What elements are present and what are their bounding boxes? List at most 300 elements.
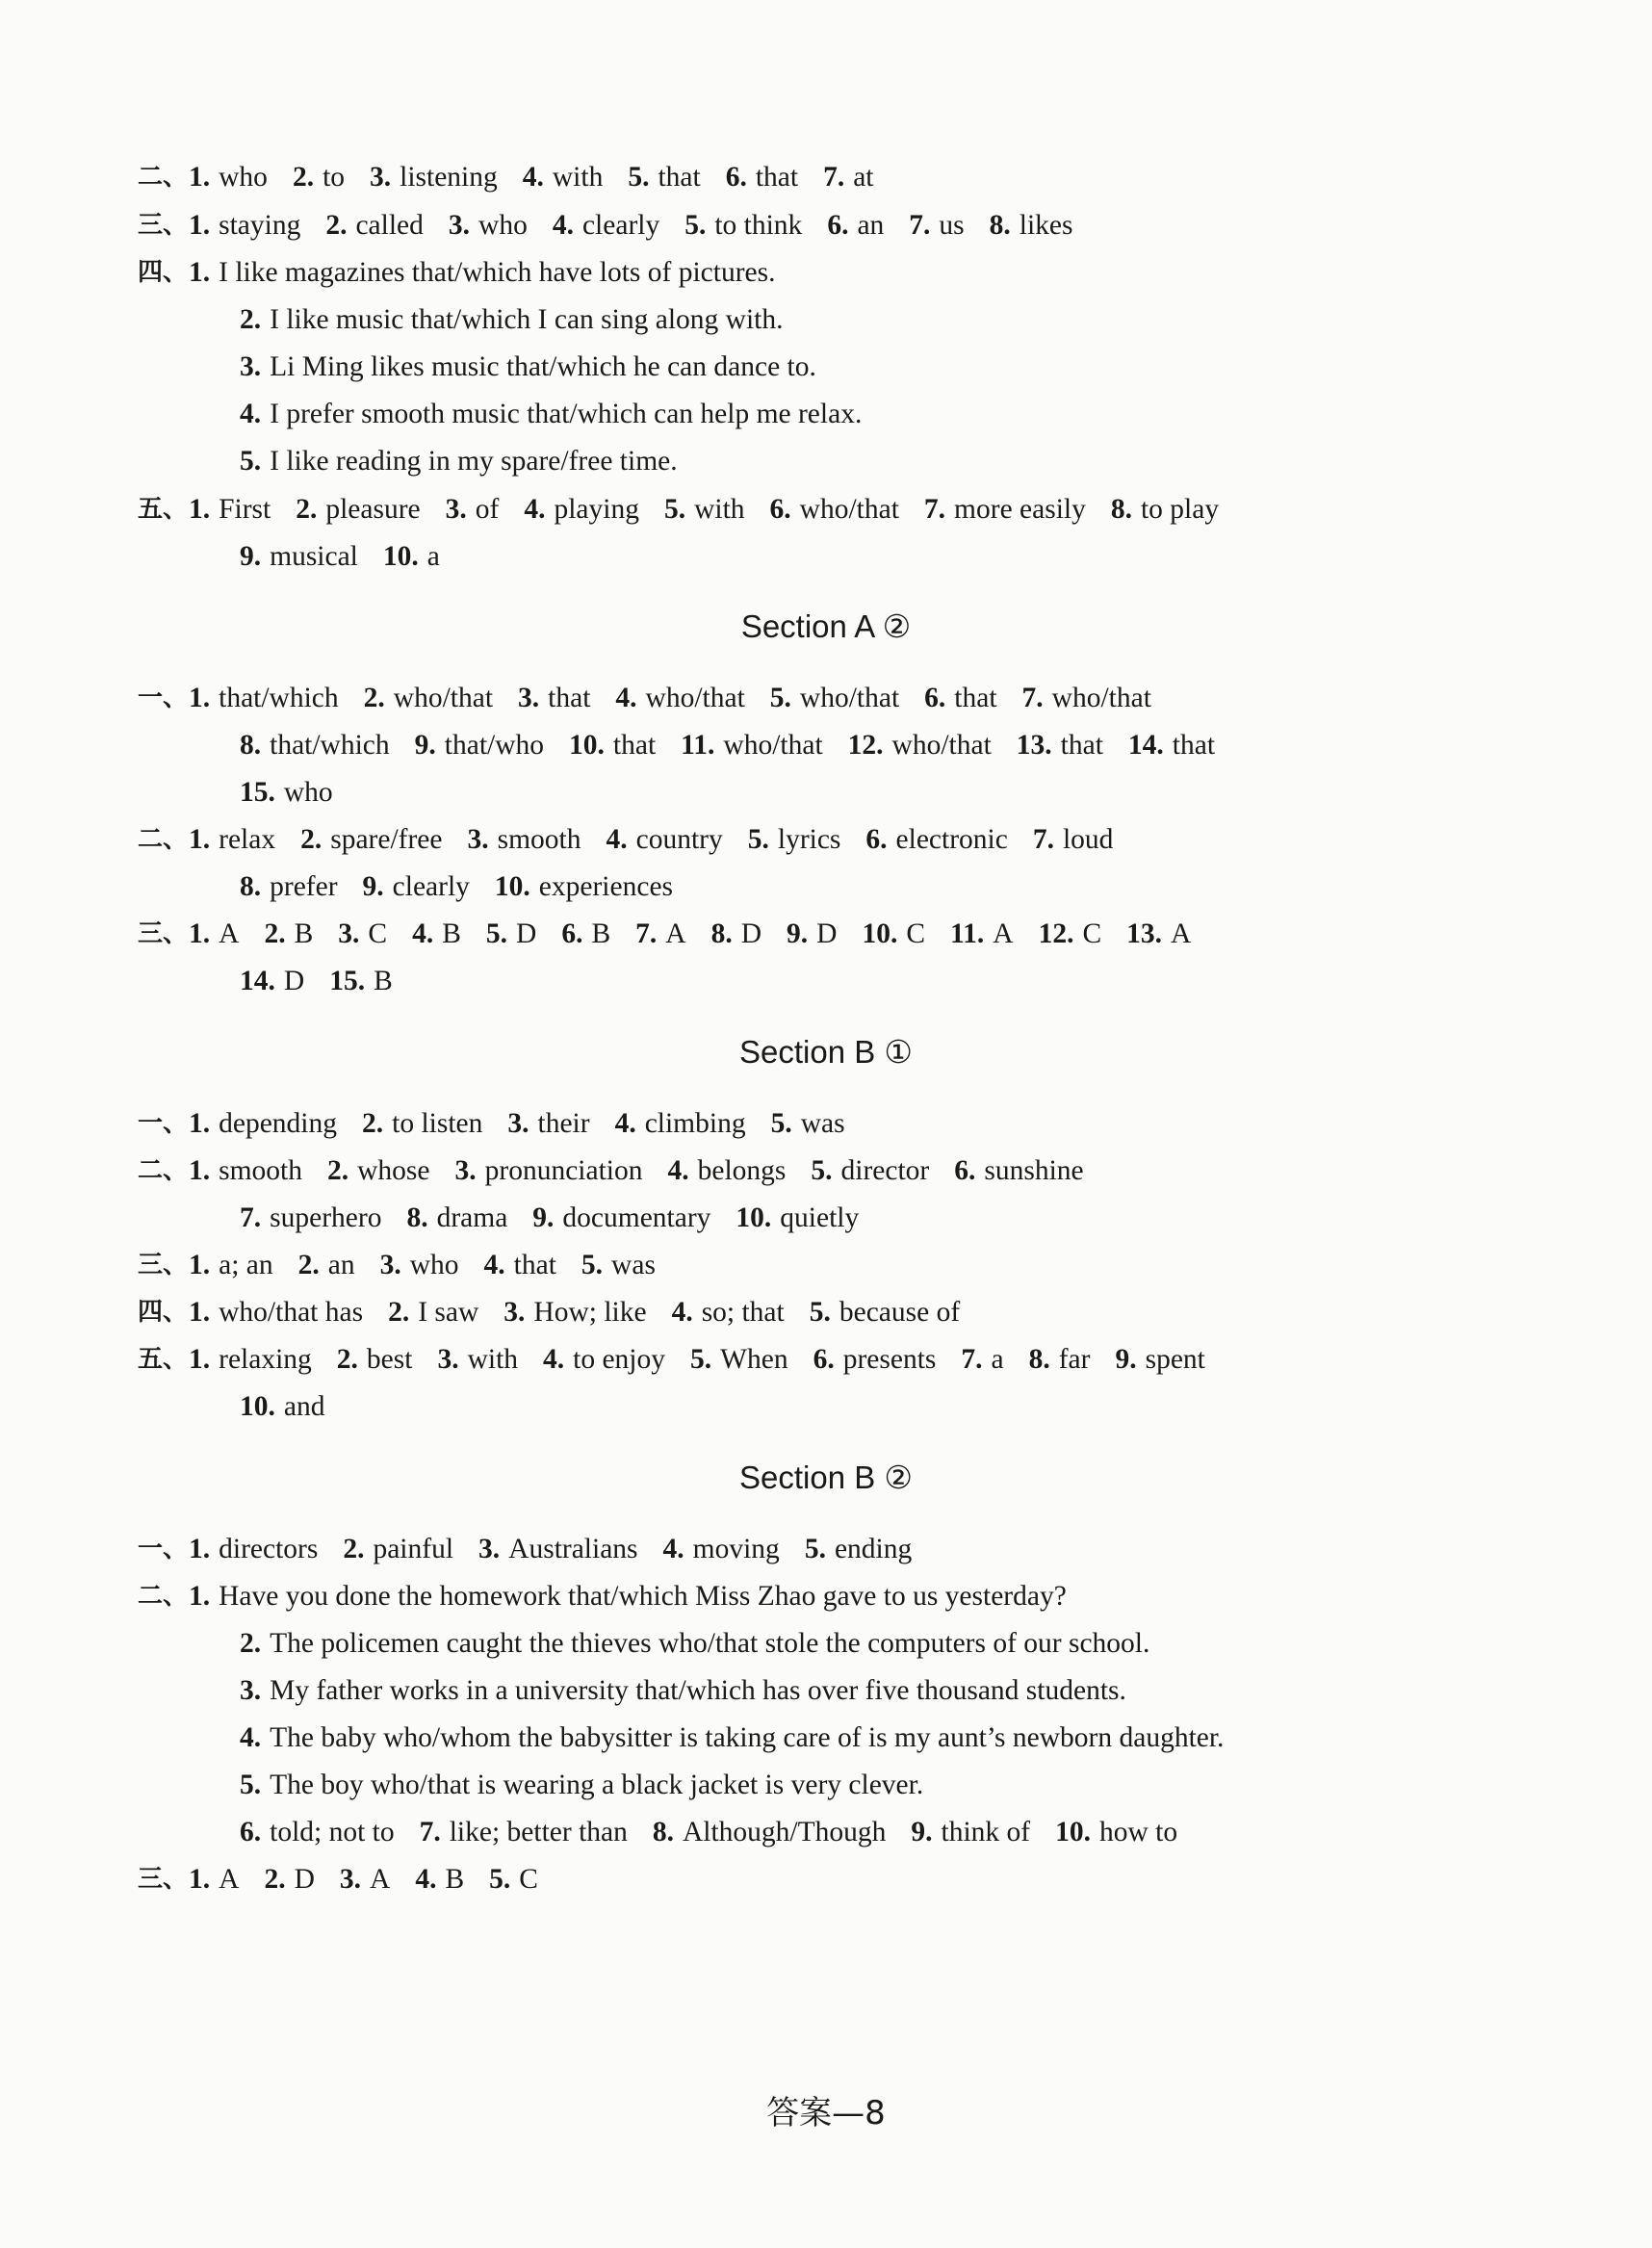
answer-item [484, 1242, 556, 1289]
answer-item [681, 722, 823, 769]
answer-text: ending [834, 1534, 913, 1564]
answer-number: 7. [1032, 824, 1054, 855]
answer-text: A [219, 918, 240, 949]
answer-line [240, 1195, 1517, 1242]
answer-item [524, 486, 639, 533]
answer-number: 5. [489, 1864, 511, 1895]
answer-item [950, 911, 1014, 958]
answer-text: at [853, 162, 874, 193]
answer-text: that [658, 162, 701, 193]
answer-text: C [1082, 918, 1102, 949]
answer-item [954, 1148, 1083, 1195]
answer-item [338, 911, 387, 958]
answer-text: staying [219, 210, 301, 241]
answer-text: that [513, 1250, 556, 1280]
answer-number: 2. [264, 918, 286, 949]
answer-text: that [548, 683, 591, 713]
question-group-label: 五、 [138, 1345, 189, 1374]
answer-number: 2. [363, 683, 385, 713]
answer-line [240, 769, 1517, 816]
answer-text: belongs [697, 1155, 787, 1186]
question-group-label: 二、 [138, 1156, 189, 1185]
question-group-label: 一、 [138, 1109, 189, 1138]
answer-line [138, 1148, 1517, 1195]
answer-line [138, 816, 1517, 864]
answer-number: 10. [1055, 1817, 1091, 1847]
answer-number: 5. [663, 494, 686, 525]
answer-number: 5. [770, 1108, 792, 1139]
answer-line [138, 202, 1517, 249]
answer-text: My father works in a university that/which has over five thousand students. [270, 1675, 1126, 1706]
answer-number: 5. [809, 1297, 831, 1328]
answer-number: 4. [615, 683, 637, 713]
answer-number: 1. [189, 1344, 211, 1375]
answer-number: 1. [189, 683, 211, 713]
answer-number: 2. [264, 1864, 286, 1895]
answer-text: pronunciation [484, 1155, 643, 1186]
answer-text: C [519, 1864, 538, 1895]
answer-number: 5. [747, 824, 769, 855]
answer-text: like; better than [449, 1817, 628, 1847]
answer-number: 10. [494, 871, 530, 902]
answer-number: 13. [1016, 730, 1052, 761]
answer-item [364, 675, 493, 722]
answer-item [189, 816, 275, 864]
answer-item [264, 911, 313, 958]
answer-line [138, 675, 1517, 722]
answer-item [380, 1242, 459, 1289]
answer-item [412, 911, 461, 958]
answer-item [813, 1336, 937, 1383]
answer-number: 7. [961, 1344, 983, 1375]
answer-line [138, 486, 1517, 533]
answer-item [1055, 1809, 1177, 1856]
answer-text: to [323, 162, 346, 193]
answer-text: that/which [270, 730, 390, 761]
answer-number: 7. [419, 1817, 441, 1847]
answer-item [240, 1383, 324, 1431]
answer-text: listening [400, 162, 498, 193]
answer-text: how to [1099, 1817, 1178, 1847]
answer-number: 2. [292, 162, 315, 193]
answer-text: First [219, 494, 271, 525]
answer-item [862, 911, 925, 958]
answer-number: 4. [614, 1108, 636, 1139]
answer-line [138, 1573, 1517, 1620]
answer-number: 5. [581, 1250, 604, 1280]
answer-text: B [445, 1864, 465, 1895]
answer-number: 5. [690, 1344, 712, 1375]
answer-text: that [1060, 730, 1103, 761]
answer-text: documentary [562, 1202, 711, 1233]
answer-item [1029, 1336, 1091, 1383]
answer-text: A [993, 918, 1014, 949]
answer-line [138, 911, 1517, 958]
answer-line [240, 958, 1517, 1005]
answer-number: 4. [671, 1297, 693, 1328]
answer-number: 6. [813, 1344, 835, 1375]
answer-number: 4. [662, 1534, 684, 1564]
answer-text: who [409, 1250, 459, 1280]
answer-item [532, 1195, 710, 1242]
answer-item [561, 911, 610, 958]
answer-text: who [219, 162, 268, 193]
answer-item [1033, 816, 1114, 864]
answer-number: 8. [710, 918, 733, 949]
answer-text: lyrics [777, 824, 841, 855]
answer-number: 1. [189, 1534, 211, 1564]
answer-item [189, 1100, 337, 1148]
answer-item [363, 864, 470, 911]
answer-item [240, 1667, 1126, 1715]
answer-number: 4. [483, 1250, 505, 1280]
answer-text: D [516, 918, 537, 949]
answer-number: 4. [606, 824, 628, 855]
answer-number: 12. [1038, 918, 1074, 949]
answer-number: 8. [1110, 494, 1132, 525]
answer-number: 8. [989, 210, 1011, 241]
question-group-label: 三、 [138, 1865, 189, 1894]
answer-item [189, 202, 300, 249]
answer-number: 10. [240, 1391, 275, 1422]
answer-text: who [478, 210, 528, 241]
answer-text: relaxing [219, 1344, 312, 1375]
answer-number: 6. [827, 210, 849, 241]
answer-item [383, 533, 440, 581]
answer-item [240, 344, 816, 391]
answer-text: to play [1140, 494, 1220, 525]
answer-line [240, 438, 1517, 485]
answer-text: sunshine [984, 1155, 1084, 1186]
answer-text: us [939, 210, 965, 241]
answer-number: 5. [485, 918, 507, 949]
answer-number: 10. [569, 730, 605, 761]
answer-number: 1. [189, 162, 211, 193]
answer-number: 4. [543, 1344, 565, 1375]
answer-number: 2. [240, 304, 262, 335]
answer-item [240, 533, 358, 581]
answer-line [240, 1620, 1517, 1667]
answer-text: who/that [645, 683, 745, 713]
answer-item [924, 486, 1086, 533]
answer-text: I saw [418, 1297, 479, 1328]
answer-number: 1. [189, 1108, 211, 1139]
answer-number: 3. [338, 918, 360, 949]
answer-number: 12. [847, 730, 884, 761]
answer-item [240, 958, 304, 1005]
answer-number: 1. [189, 494, 211, 525]
answer-line [138, 1100, 1517, 1148]
answer-number: 8. [240, 871, 262, 902]
section-heading: Section A ② [740, 608, 912, 644]
answer-number: 7. [635, 918, 658, 949]
answer-text: their [537, 1108, 590, 1139]
answer-text: B [591, 918, 611, 949]
answer-text: Li Ming likes music that/which he can dance to. [270, 351, 816, 382]
answer-item [811, 1148, 929, 1195]
answer-number: 11. [950, 918, 985, 949]
answer-number: 14. [240, 966, 275, 996]
answer-number: 5. [684, 210, 707, 241]
answer-number: 4. [524, 494, 546, 525]
answer-text: loud [1062, 824, 1114, 855]
answer-text: Have you done the homework that/which Miss Zhao gave to us yesterday? [219, 1581, 1067, 1612]
answer-item [455, 1148, 643, 1195]
answer-item [1126, 911, 1191, 958]
answer-item [468, 816, 581, 864]
answer-item [329, 958, 393, 1005]
answer-text: with [467, 1344, 519, 1375]
answer-number: 3. [478, 1534, 501, 1564]
answer-number: 9. [787, 918, 809, 949]
answer-text: depending [219, 1108, 338, 1139]
answer-number: 3. [507, 1108, 529, 1139]
answer-number: 7. [923, 494, 946, 525]
answer-number: 9. [240, 541, 262, 572]
answer-number: 6. [240, 1817, 262, 1847]
answer-number: 10. [862, 918, 898, 949]
answer-number: 3. [437, 1344, 459, 1375]
section-heading: Section B ② [738, 1460, 913, 1495]
answer-text: The baby who/whom the babysitter is taking care of is my aunt’s newborn daughter. [270, 1722, 1225, 1753]
answer-item [446, 486, 500, 533]
answer-item [748, 816, 841, 864]
answer-text: The policemen caught the thieves who/that stole the computers of our school. [270, 1628, 1150, 1659]
answer-item [672, 1289, 785, 1336]
answer-item [388, 1289, 478, 1336]
question-group-label: 三、 [138, 919, 189, 948]
answer-line [240, 864, 1517, 911]
answer-text: superhero [270, 1202, 382, 1233]
answer-text: that/who [444, 730, 545, 761]
answer-item [635, 911, 685, 958]
answer-number: 5. [804, 1534, 826, 1564]
answer-line [138, 1289, 1517, 1336]
answer-line [138, 249, 1517, 297]
answer-number: 1. [189, 1864, 211, 1895]
answer-item [189, 1289, 363, 1336]
answer-item [909, 202, 964, 249]
answer-item [495, 864, 673, 911]
answer-text: D [294, 1864, 315, 1895]
answer-line [240, 297, 1517, 344]
answer-text: D [816, 918, 838, 949]
answer-item [437, 1336, 518, 1383]
answer-text: called [355, 210, 424, 241]
answer-number: 5. [811, 1155, 833, 1186]
answer-item [189, 1148, 302, 1195]
answer-text: spare/free [330, 824, 443, 855]
answer-text: How; like [533, 1297, 647, 1328]
answer-item [653, 1809, 887, 1856]
answer-item [911, 1809, 1030, 1856]
answer-item [293, 154, 345, 201]
answer-text: B [374, 966, 393, 996]
answer-text: The boy who/that is wearing a black jacket is very clever. [270, 1770, 924, 1800]
answer-number: 1. [189, 1155, 211, 1186]
question-group-label: 五、 [138, 495, 189, 524]
answer-number: 1. [189, 918, 211, 949]
answer-text: country [635, 824, 723, 855]
answer-number: 7. [240, 1202, 262, 1233]
answer-number: 3. [467, 824, 489, 855]
answer-item [189, 486, 271, 533]
answer-number: 2. [297, 1250, 320, 1280]
answer-item [240, 769, 333, 816]
answer-item [736, 1195, 859, 1242]
answer-text: with [552, 162, 604, 193]
answer-text: I like music that/which I can sing along with. [270, 304, 784, 335]
answer-item [628, 154, 700, 201]
answer-text: smooth [219, 1155, 302, 1186]
answer-item [726, 154, 798, 201]
answer-item [240, 1809, 395, 1856]
question-group-label: 二、 [138, 1582, 189, 1611]
answer-text: because of [839, 1297, 961, 1328]
answer-text: experiences [538, 871, 674, 902]
answer-item [770, 486, 899, 533]
answer-text: of [475, 494, 500, 525]
answer-item [990, 202, 1073, 249]
answer-text: that/which [219, 683, 339, 713]
answer-item [415, 1856, 464, 1903]
answer-text: an [857, 210, 885, 241]
answer-item [848, 722, 992, 769]
answer-number: 7. [909, 210, 931, 241]
answer-item [240, 1620, 1149, 1667]
answer-number: 4. [415, 1864, 437, 1895]
answer-number: 3. [339, 1864, 361, 1895]
answer-text: moving [692, 1534, 780, 1564]
answer-number: 5. [240, 1770, 262, 1800]
answer-item [690, 1336, 788, 1383]
answer-text: who/that has [219, 1297, 364, 1328]
answer-number: 10. [736, 1202, 772, 1233]
answer-text: far [1058, 1344, 1091, 1375]
answer-text: spent [1145, 1344, 1205, 1375]
answer-item [325, 202, 424, 249]
answer-number: 2. [300, 824, 323, 855]
answer-text: best [366, 1344, 413, 1375]
answer-number: 3. [370, 162, 392, 193]
answer-number: 4. [667, 1155, 689, 1186]
answer-item [420, 1809, 628, 1856]
answer-text: who/that [799, 494, 899, 525]
answer-number: 1. [189, 1581, 211, 1612]
answer-item [189, 1856, 239, 1903]
answer-item [240, 391, 862, 438]
answer-number: 3. [240, 351, 262, 382]
answer-item [615, 675, 744, 722]
answer-number: 5. [769, 683, 791, 713]
answer-item [607, 816, 723, 864]
answer-item [503, 1289, 646, 1336]
answer-number: 13. [1126, 918, 1162, 949]
answer-text: prefer [270, 871, 338, 902]
answer-line [138, 1526, 1517, 1573]
answer-text: I prefer smooth music that/which can help me relax. [270, 399, 863, 429]
answer-item [189, 1336, 312, 1383]
answer-line [240, 391, 1517, 438]
answer-number: 15. [240, 777, 275, 808]
answer-item [787, 911, 837, 958]
answer-text: so; that [701, 1297, 785, 1328]
question-group-label: 一、 [138, 1535, 189, 1563]
answer-number: 3. [448, 210, 471, 241]
answer-text: director [840, 1155, 930, 1186]
answer-item [553, 202, 659, 249]
answer-line [240, 1383, 1517, 1431]
answer-line [240, 1809, 1517, 1856]
answer-text: think of [941, 1817, 1031, 1847]
answer-number: 6. [561, 918, 583, 949]
answer-line [240, 344, 1517, 391]
answer-item [1017, 722, 1103, 769]
answer-line [138, 1336, 1517, 1383]
answer-number: 8. [1028, 1344, 1050, 1375]
answer-line [240, 1762, 1517, 1809]
answer-text: an [327, 1250, 355, 1280]
answer-text: playing [554, 494, 639, 525]
answer-text: likes [1019, 210, 1073, 241]
answer-line [240, 1715, 1517, 1762]
answer-item [189, 154, 268, 201]
answer-text: directors [219, 1534, 319, 1564]
answer-item [189, 1573, 1067, 1620]
answer-item [865, 816, 1007, 864]
answer-text: C [368, 918, 388, 949]
answer-item [489, 1856, 538, 1903]
answer-item [296, 486, 420, 533]
answer-text: that [755, 162, 799, 193]
answer-text: to think [714, 210, 803, 241]
answer-text: painful [373, 1534, 454, 1564]
answer-item [507, 1100, 589, 1148]
answer-text: was [611, 1250, 656, 1280]
answer-number: 15. [329, 966, 366, 996]
answer-number: 4. [240, 399, 262, 429]
answer-text: B [294, 918, 314, 949]
answer-number: 9. [414, 730, 436, 761]
answer-number: 5. [628, 162, 650, 193]
answer-number: 8. [240, 730, 262, 761]
answer-number: 4. [552, 210, 574, 241]
answer-number: 9. [1115, 1344, 1137, 1375]
answer-text: a; an [219, 1250, 273, 1280]
answer-number: 1. [189, 1250, 211, 1280]
answer-text: A [665, 918, 686, 949]
answer-item [823, 154, 873, 201]
answer-text: quietly [780, 1202, 860, 1233]
answer-text: When [720, 1344, 788, 1375]
answer-item [189, 249, 775, 297]
answer-number: 4. [240, 1722, 262, 1753]
answer-item [1022, 675, 1151, 722]
answer-number: 6. [924, 683, 946, 713]
answer-number: 6. [954, 1155, 976, 1186]
answer-number: 3. [379, 1250, 401, 1280]
answer-text: D [283, 966, 305, 996]
answer-number: 1. [189, 257, 211, 288]
answer-item [240, 864, 338, 911]
answer-text: I like reading in my spare/free time. [270, 446, 678, 477]
section-heading: Section B ① [738, 1034, 913, 1070]
answer-text: electronic [895, 824, 1008, 855]
answer-item [189, 1242, 273, 1289]
answer-item [684, 202, 802, 249]
answer-text: that [1172, 730, 1216, 761]
answer-item [298, 1242, 355, 1289]
